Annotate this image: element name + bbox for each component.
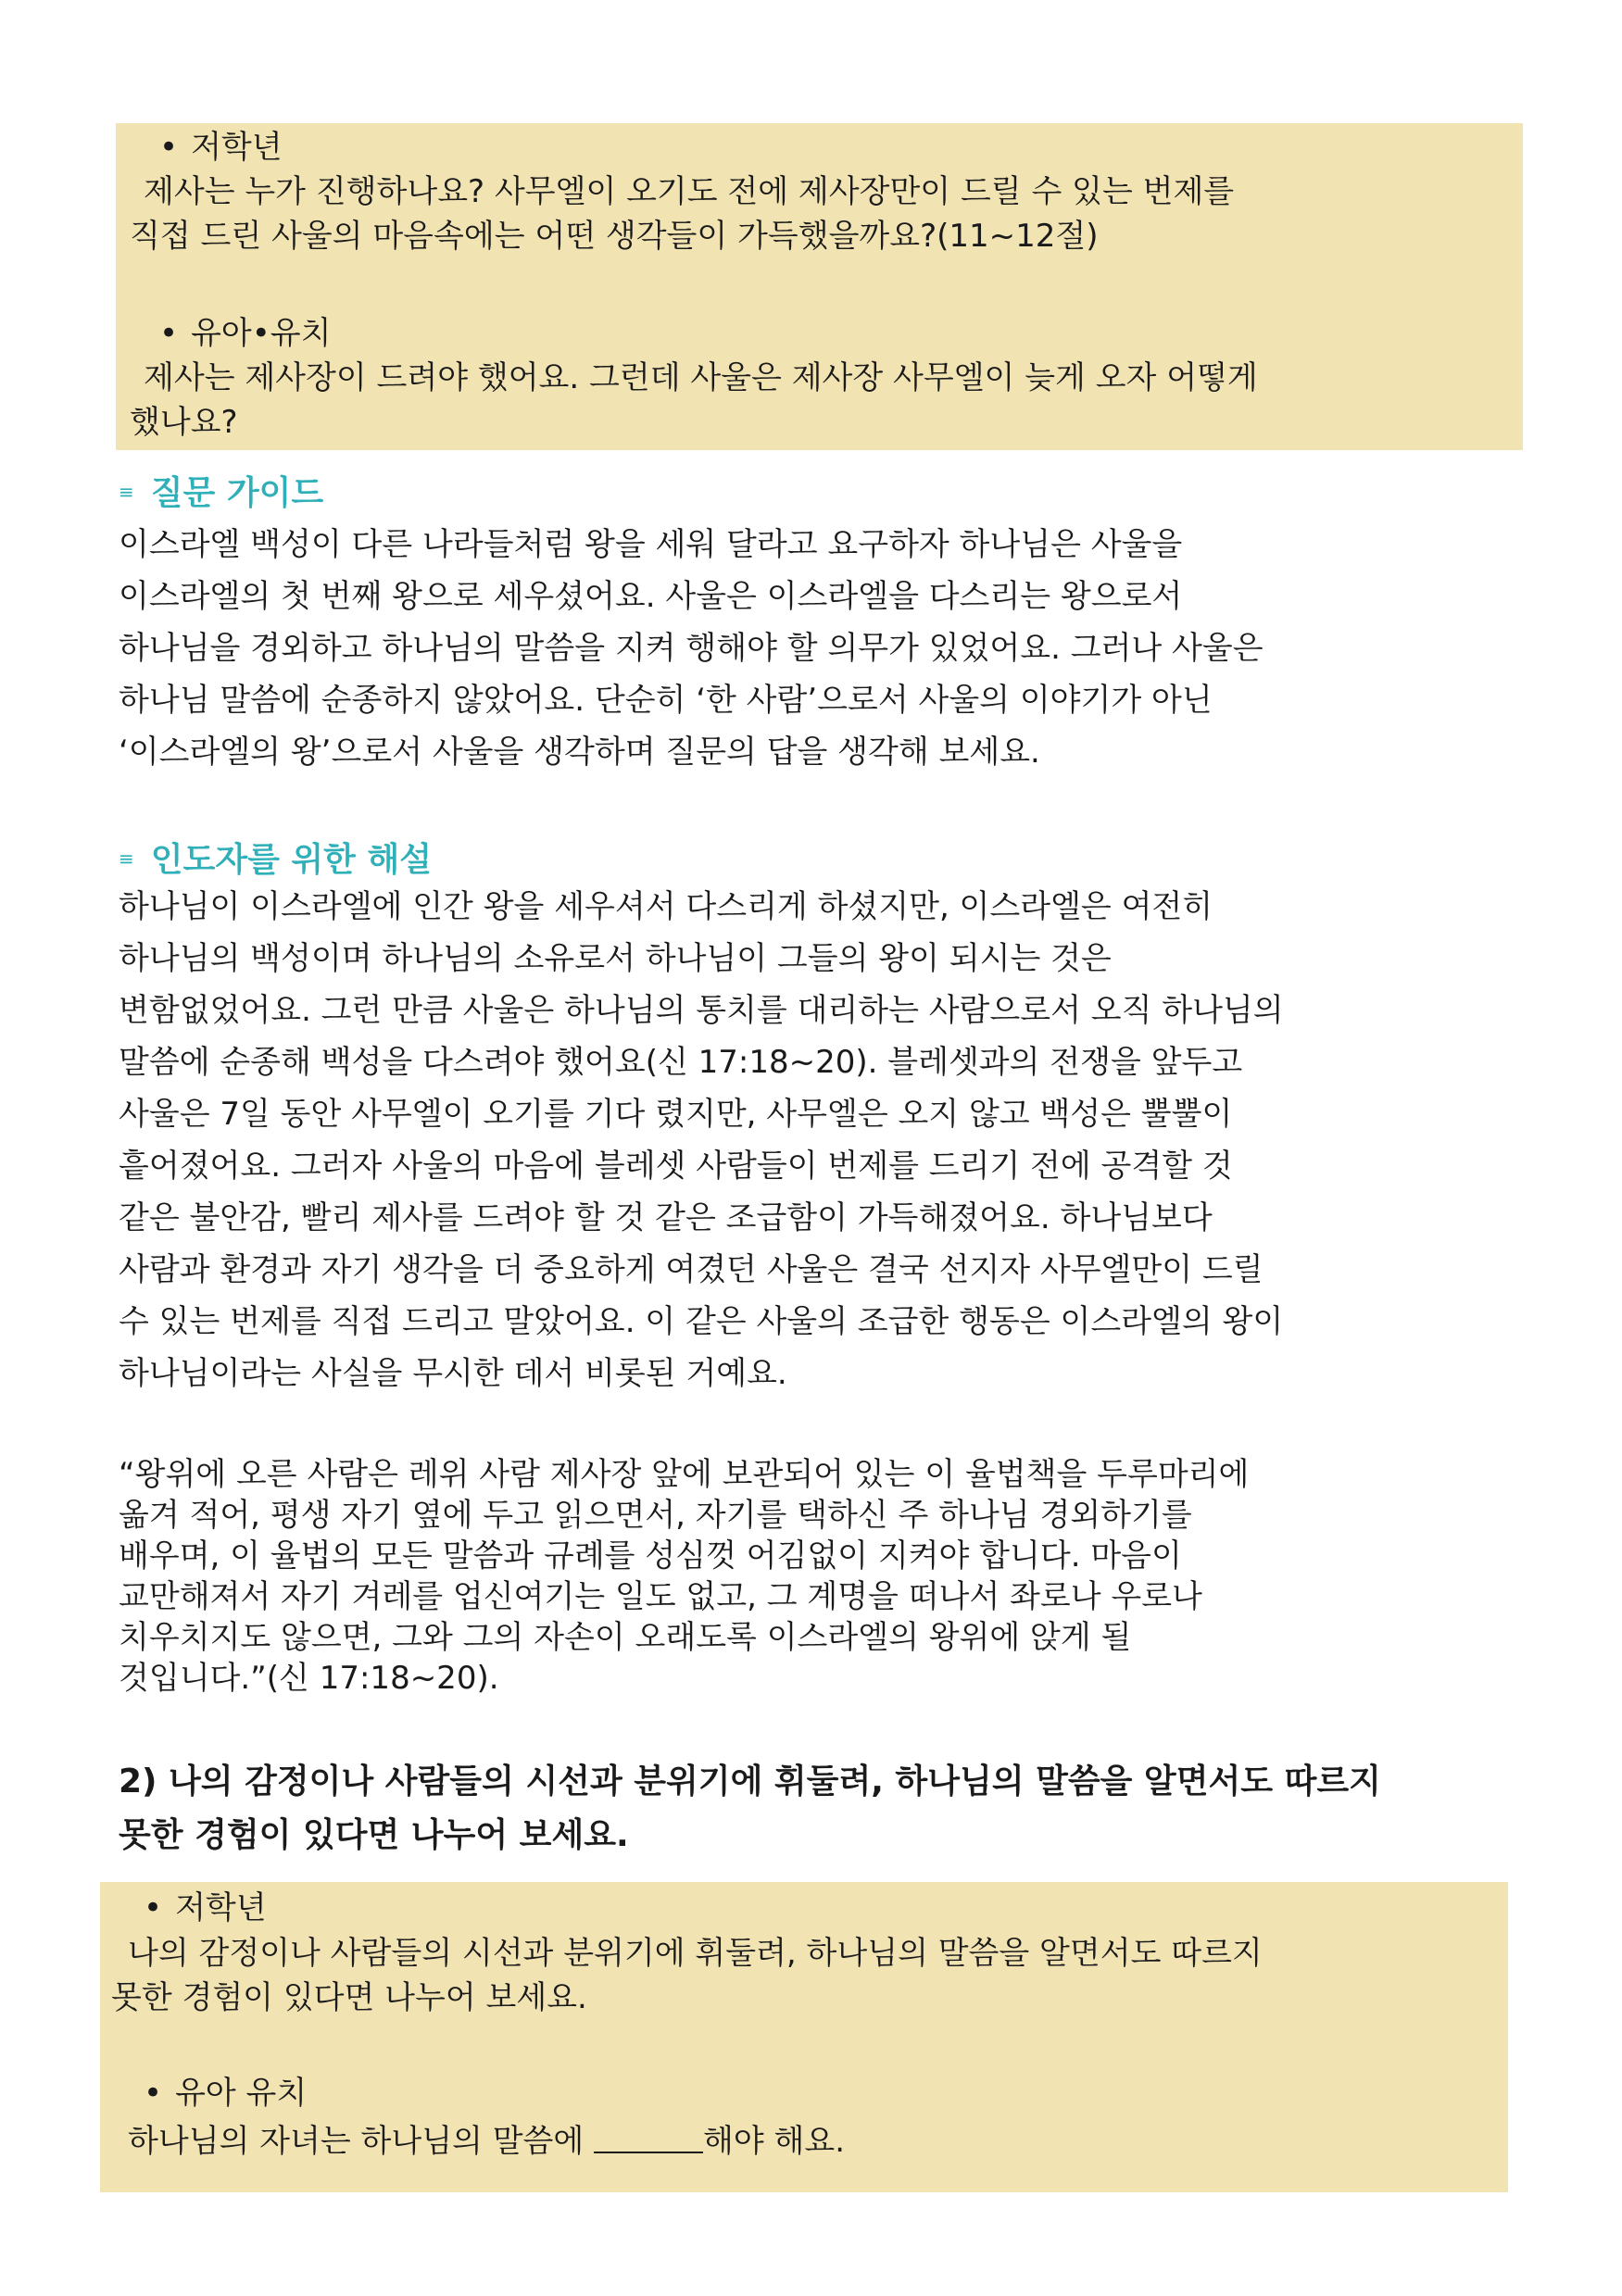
body-line: 변함없었어요. 그런 만큼 사울은 하나님의 통치를 대리하는 사람으로서 오직 하나님의 (119, 992, 1284, 1029)
answer-blank[interactable] (594, 2124, 703, 2153)
body-line: 말씀에 순종해 백성을 다스려야 했어요(신 17:18~20). 블레셋과의 전쟁을 앞두고 (119, 1044, 1243, 1081)
list-icon: ≡ (119, 481, 134, 503)
bullet-icon: • (159, 315, 179, 352)
body-line: ‘이스라엘의 왕’으로서 사울을 생각하며 질문의 답을 생각해 보세요. (119, 734, 1040, 771)
bullet-icon: • (159, 129, 179, 166)
body-line: 하나님 말씀에 순종하지 않았어요. 단순히 ‘한 사람’으로서 사울의 이야기가 아닌 (119, 682, 1213, 719)
quote-line: 배우며, 이 율법의 모든 말씀과 규례를 성심껏 어김없이 지켜야 합니다. 마음이 (119, 1537, 1182, 1575)
section-heading-guide: ≡ 질문 가이드 (119, 474, 324, 512)
quote-line: “왕위에 오른 사람은 레위 사람 제사장 앞에 보관되어 있는 이 율법책을 두루마리에 (119, 1456, 1250, 1493)
box2-text-line: 나의 감정이나 사람들의 시선과 분위기에 휘둘려, 하나님의 말씀을 알면서도 따르지 (128, 1935, 1263, 1972)
box1-text-line: 제사는 제사장이 드려야 했어요. 그런데 사울은 제사장 사무엘이 늦게 오자 어떻게 (144, 359, 1258, 396)
box1-text-line: 제사는 누가 진행하나요? 사무엘이 오기도 전에 제사장만이 드릴 수 있는 번제를 (144, 173, 1235, 210)
body-line: 같은 불안감, 빨리 제사를 드려야 할 것 같은 조급함이 가득해졌어요. 하나님보다 (119, 1199, 1213, 1236)
label-lower-grade: • 저학년 (144, 1889, 267, 1926)
bullet-icon: • (144, 1889, 163, 1926)
list-icon: ≡ (119, 847, 134, 870)
body-line: 하나님이 이스라엘에 인간 왕을 세우셔서 다스리게 하셨지만, 이스라엘은 여전히 (119, 888, 1213, 925)
body-line: 하나님의 백성이며 하나님의 소유로서 하나님이 그들의 왕이 되시는 것은 (119, 940, 1112, 977)
body-line: 수 있는 번제를 직접 드리고 말았어요. 이 같은 사울의 조급한 행동은 이스라엘의 왕이 (119, 1303, 1284, 1340)
label-toddler: • 유아•유치 (159, 315, 332, 352)
label-lower-grade: • 저학년 (159, 129, 283, 166)
body-line: 이스라엘 백성이 다른 나라들처럼 왕을 세워 달라고 요구하자 하나님은 사울을 (119, 526, 1183, 563)
body-line: 하나님을 경외하고 하나님의 말씀을 지켜 행해야 할 의무가 있었어요. 그러나 사울은 (119, 630, 1264, 667)
question-heading: 2) 나의 감정이나 사람들의 시선과 분위기에 휘둘려, 하나님의 말씀을 알면서도 따르지 (119, 1763, 1381, 1800)
box1-text-line: 직접 드린 사울의 마음속에는 어떤 생각들이 가득했을까요?(11~12절) (130, 218, 1099, 255)
quote-line: 것입니다.”(신 17:18~20). (119, 1660, 499, 1697)
body-line: 사람과 환경과 자기 생각을 더 중요하게 여겼던 사울은 결국 선지자 사무엘만이 드릴 (119, 1251, 1264, 1288)
body-line: 흩어졌어요. 그러자 사울의 마음에 블레셋 사람들이 번제를 드리기 전에 공격할 것 (119, 1148, 1233, 1185)
question-heading: 못한 경험이 있다면 나누어 보세요. (119, 1816, 629, 1854)
section-heading-commentary: ≡ 인도자를 위한 해설 (119, 841, 433, 879)
body-line: 사울은 7일 동안 사무엘이 오기를 기다 렸지만, 사무엘은 오지 않고 백성은 뿔뿔이 (119, 1096, 1233, 1133)
fill-in-blank-line: 하나님의 자녀는 하나님의 말씀에 해야 해요. (128, 2123, 846, 2160)
quote-line: 옮겨 적어, 평생 자기 옆에 두고 읽으면서, 자기를 택하신 주 하나님 경외하기를 (119, 1497, 1192, 1534)
quote-line: 교만해져서 자기 겨레를 업신여기는 일도 없고, 그 계명을 떠나서 좌로나 우로나 (119, 1578, 1202, 1615)
box2-text-line: 못한 경험이 있다면 나누어 보세요. (111, 1979, 587, 2016)
bullet-icon: • (144, 2075, 163, 2112)
label-toddler: • 유아 유치 (144, 2075, 308, 2112)
quote-line: 치우치지도 않으면, 그와 그의 자손이 오래도록 이스라엘의 왕위에 앉게 될 (119, 1619, 1132, 1656)
box1-text-line: 했나요? (130, 404, 238, 441)
body-line: 하나님이라는 사실을 무시한 데서 비롯된 거예요. (119, 1355, 787, 1392)
body-line: 이스라엘의 첫 번째 왕으로 세우셨어요. 사울은 이스라엘을 다스리는 왕으로서 (119, 578, 1183, 615)
